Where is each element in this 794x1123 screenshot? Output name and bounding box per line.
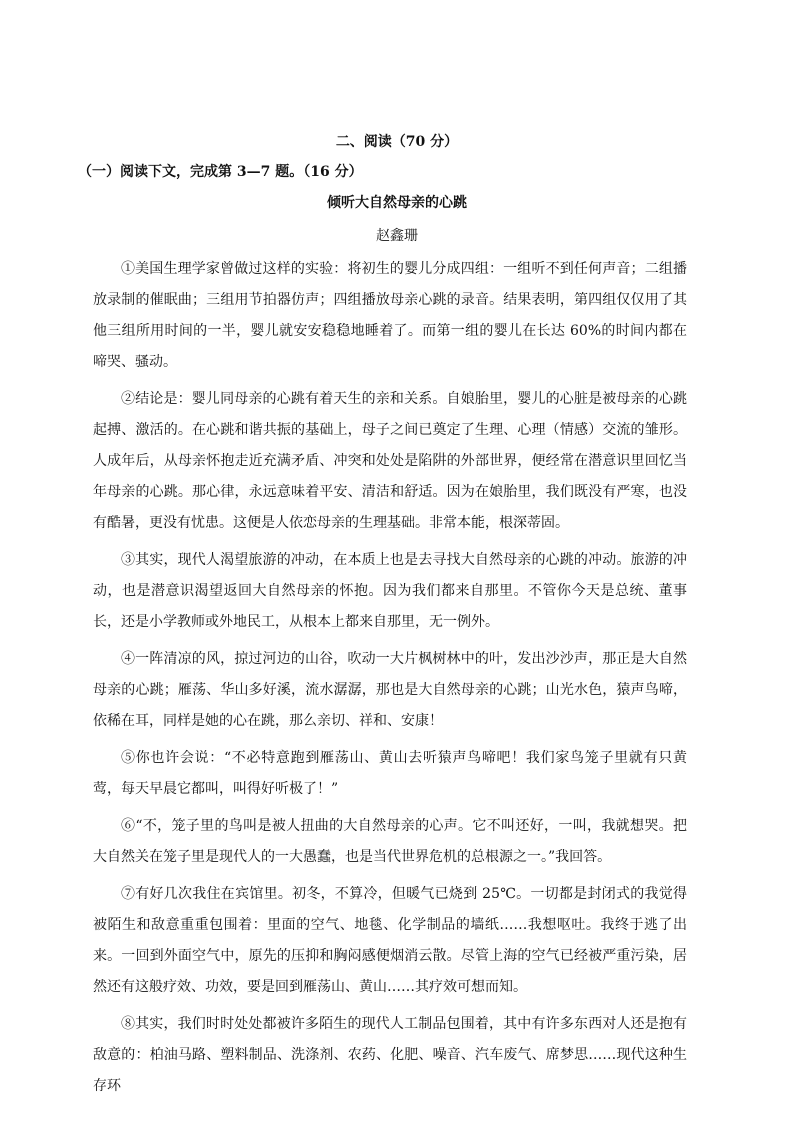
question-instruction: （一）阅读下文，完成第 3—7 题。（16 分）: [78, 164, 363, 180]
paragraph-1: ①美国生理学家曾做过这样的实验：将初生的婴儿分成四组：一组听不到任何声音；二组播放录制的催眠曲；三组用节拍器仿声；四组播放母亲心跳的录音。结果表明，第四组仅仅用了其他三组所用时间的一半，婴儿就安安稳稳地睡着了。而第一组的婴儿在长达 60%的时间内都在啼哭、骚动。: [93, 261, 687, 370]
paragraph-3: ③其实，现代人渴望旅游的冲动，在本质上也是去寻找大自然母亲的心跳的冲动。旅游的冲动，也是潜意识渴望返回大自然母亲的怀抱。因为我们都来自那里。不管你今天是总统、董事长，还是小学教师或外地民工，从根本上都来自那里，无一例外。: [93, 552, 687, 630]
paragraph-6: ⑥“不，笼子里的鸟叫是被人扭曲的大自然母亲的心声。它不叫还好，一叫，我就想哭。把大自然关在笼子里是现代人的一大愚蠢，也是当代世界危机的总根源之一。”我回答。: [93, 818, 687, 865]
paragraph-8: ⑧其实，我们时时处处都被许多陌生的现代人工制品包围着，其中有许多东西对人还是抱有敌意的：柏油马路、塑料制品、洗涤剂、农药、化肥、噪音、汽车废气、席梦思……现代这种生存环: [93, 1016, 687, 1094]
article-body: [93, 254, 687, 1108]
paragraph-7: ⑦有好几次我住在宾馆里。初冬，不算冷，但暖气已烧到 25℃。一切都是封闭式的我觉得被陌生和敌意重重包围着：里面的空气、地毯、化学制品的墙纸……我想呕吐。我终于逃了出来。一回到外面空气中，原先的压抑和胸闷感便烟消云散。尽管上海的空气已经被严重污染，居然还有这般疗效、功效，要是回到雁荡山、黄山……其疗效可想而知。: [93, 886, 687, 995]
paragraph-2: ②结论是：婴儿同母亲的心跳有着天生的亲和关系。自娘胎里，婴儿的心脏是被母亲的心跳起搏、激活的。在心跳和谐共振的基础上，母子之间已奠定了生理、心理（情感）交流的雏形。人成年后，从母亲怀抱走近充满矛盾、冲突和处处是陷阱的外部世界，便经常在潜意识里回忆当年母亲的心跳。那心律，永远意味着平安、清洁和舒适。因为在娘胎里，我们既没有严寒，也没有酷暑，更没有忧患。这便是人依恋母亲的生理基础。非常本能，根深蒂固。: [93, 391, 687, 531]
section-title: 二、阅读（70 分）: [335, 134, 459, 150]
article-title: 倾听大自然母亲的心跳: [327, 195, 467, 211]
article-author: 赵鑫珊: [376, 228, 418, 244]
paragraph-5: ⑤你也许会说：“不必特意跑到雁荡山、黄山去听猿声鸟啼吧！我们家鸟笼子里就有只黄莺，每天早晨它都叫，叫得好听极了！”: [93, 750, 687, 797]
paragraph-4: ④一阵清凉的风，掠过河边的山谷，吹动一大片枫树林中的叶，发出沙沙声，那正是大自然母亲的心跳；雁荡、华山多好溪，流水潺潺，那也是大自然母亲的心跳；山光水色，猿声鸟啼，依稀在耳，同样是她的心在跳，那么亲切、祥和、安康！: [93, 651, 687, 729]
